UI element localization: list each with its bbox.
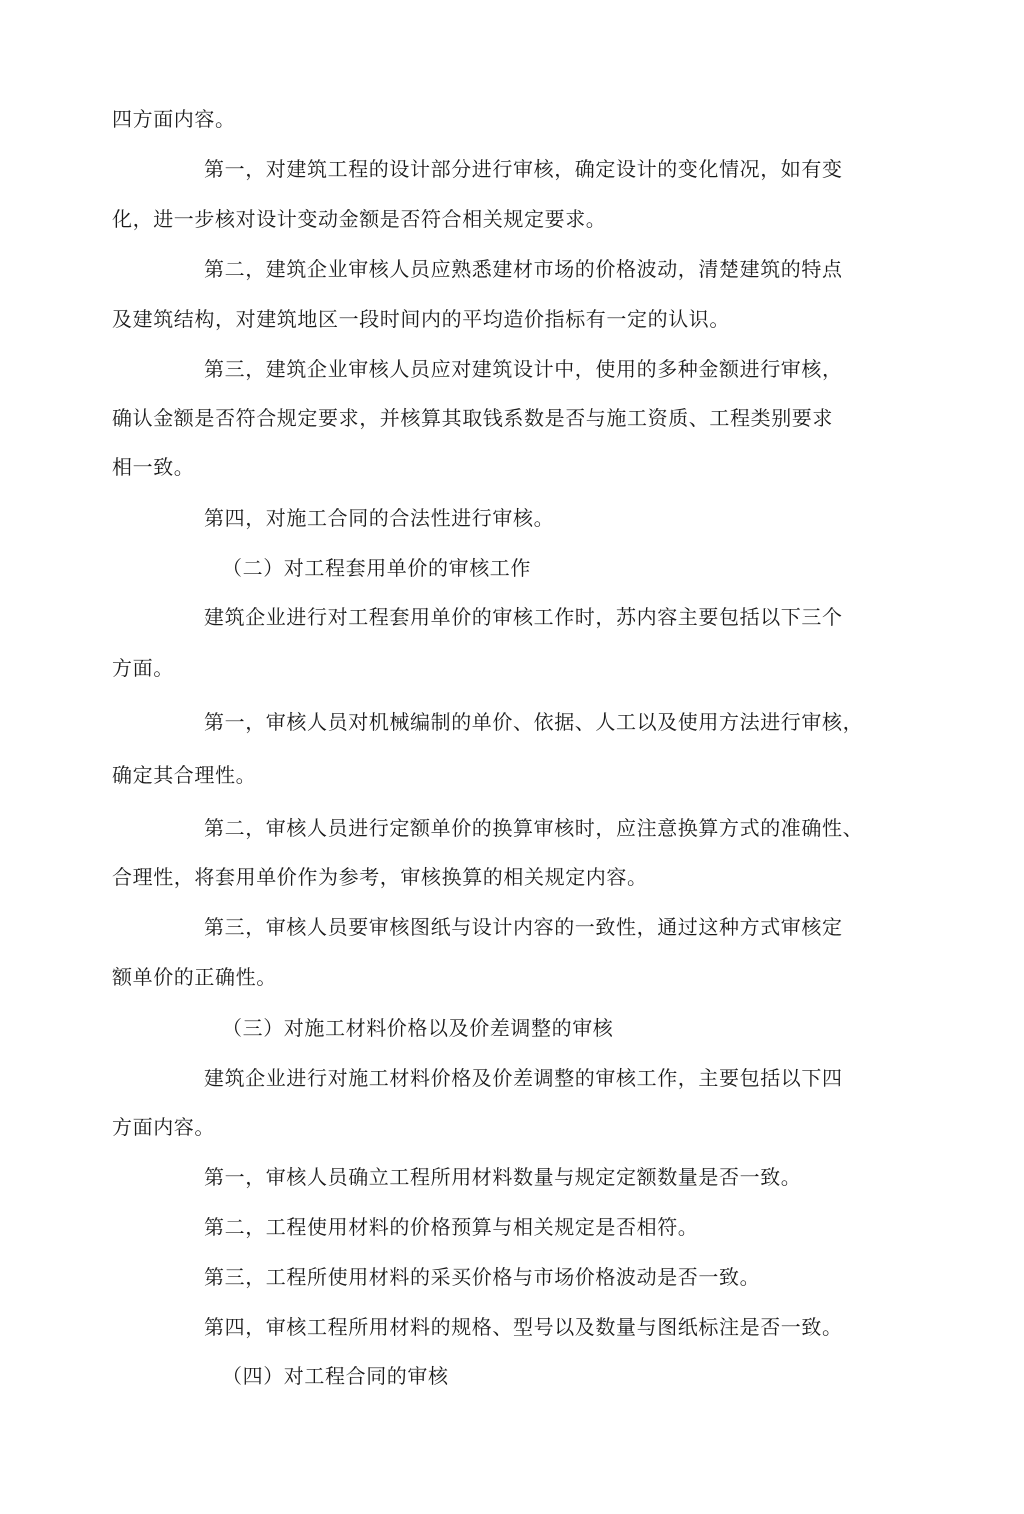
section-heading-2: （二）对工程套用单价的审核工作	[222, 556, 531, 580]
paragraph-material-intro-2: 方面内容。	[112, 1115, 215, 1139]
paragraph-amount-review-3: 相一致。	[112, 455, 195, 479]
paragraph-material-specs: 第四，审核工程所用材料的规格、型号以及数量与图纸标注是否一致。	[204, 1315, 843, 1339]
paragraph-contract-legality: 第四，对施工合同的合法性进行审核。	[204, 506, 555, 530]
paragraph-amount-review-1: 第三，建筑企业审核人员应对建筑设计中，使用的多种金额进行审核，	[204, 357, 843, 381]
paragraph-drawing-consistency-2: 额单价的正确性。	[112, 965, 277, 989]
paragraph-conversion-review-2: 合理性，将套用单价作为参考，审核换算的相关规定内容。	[112, 865, 648, 889]
paragraph-design-review-2: 化，进一步核对设计变动金额是否符合相关规定要求。	[112, 207, 607, 231]
paragraph-material-intro-1: 建筑企业进行对施工材料价格及价差调整的审核工作，主要包括以下四	[204, 1066, 843, 1090]
paragraph-market-knowledge-2: 及建筑结构，对建筑地区一段时间内的平均造价指标有一定的认识。	[112, 307, 730, 331]
paragraph-design-review-1: 第一，对建筑工程的设计部分进行审核，确定设计的变化情况，如有变	[204, 157, 843, 181]
paragraph-drawing-consistency-1: 第三，审核人员要审核图纸与设计内容的一致性，通过这种方式审核定	[204, 915, 843, 939]
paragraph-market-knowledge-1: 第二，建筑企业审核人员应熟悉建材市场的价格波动，清楚建筑的特点	[204, 257, 843, 281]
paragraph-material-quantity: 第一，审核人员确立工程所用材料数量与规定定额数量是否一致。	[204, 1165, 802, 1189]
paragraph-conversion-review-1: 第二，审核人员进行定额单价的换算审核时，应注意换算方式的准确性、	[204, 816, 864, 840]
paragraph-material-purchase-price: 第三，工程所使用材料的采买价格与市场价格波动是否一致。	[204, 1265, 761, 1289]
paragraph-machine-price-1: 第一，审核人员对机械编制的单价、依据、人工以及使用方法进行审核，	[204, 710, 864, 734]
paragraph-machine-price-2: 确定其合理性。	[112, 763, 257, 787]
paragraph-unit-price-intro-2: 方面。	[112, 656, 174, 680]
paragraph-material-price-budget: 第二，工程使用材料的价格预算与相关规定是否相符。	[204, 1215, 699, 1239]
paragraph-unit-price-intro-1: 建筑企业进行对工程套用单价的审核工作时，苏内容主要包括以下三个	[204, 605, 843, 629]
section-heading-4: （四）对工程合同的审核	[222, 1364, 449, 1388]
paragraph-amount-review-2: 确认金额是否符合规定要求，并核算其取钱系数是否与施工资质、工程类别要求	[112, 406, 833, 430]
text-line-continuation: 四方面内容。	[112, 107, 236, 131]
section-heading-3: （三）对施工材料价格以及价差调整的审核	[222, 1016, 614, 1040]
